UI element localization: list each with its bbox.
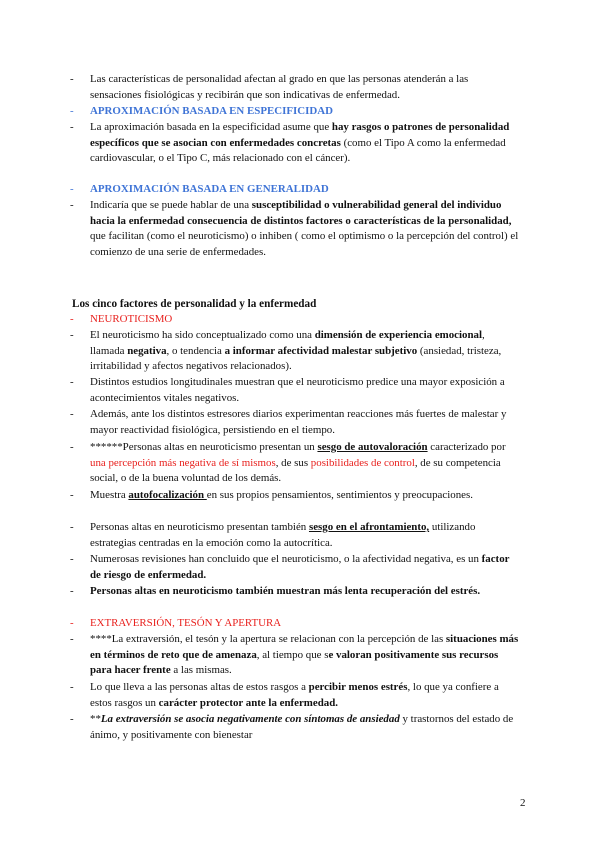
list-dash: -	[70, 441, 74, 453]
item-text-bold-underline: sesgo de autovaloración	[317, 441, 428, 453]
item-text-bold: situaciones más en términos de reto que de amenaza	[90, 633, 519, 661]
list-dash: -	[70, 183, 74, 195]
list-dash: -	[70, 199, 74, 211]
item-text: Personas altas en neuroticismo presentan también	[90, 521, 309, 533]
item-text: Las características de personalidad afectan al grado en que las personas atenderán a las sensaciones fisiológicas y recibirán que son indicativas de enfermedad.	[90, 73, 469, 101]
list-dash: -	[70, 489, 74, 501]
list-item	[70, 72, 520, 103]
item-text: , de sus	[275, 456, 311, 469]
item-text: (como el Tipo A como la enfermedad cardiovascular, o el Tipo C, más relacionado con el cáncer).	[90, 136, 506, 165]
item-text-bold: factor de riesgo de enfermedad.	[90, 553, 510, 581]
list-dash: -	[70, 73, 74, 85]
list-dash: -	[70, 329, 74, 341]
item-text: , de su competencia social, o de la buena voluntad de los demás.	[90, 456, 501, 485]
item-text-bold-italic: La extraversión se asocia negativamente con síntomas de ansiedad	[100, 713, 400, 725]
item-text-red: una percepción más negativa de sí mismos	[90, 456, 276, 469]
item-text: ****La extraversión, el tesón y la apertura se relacionan con la percepción de las	[90, 633, 446, 645]
item-text-bold: hay rasgos o patrones de personalidad específicos que se asocian con enfermedades concretas	[90, 121, 510, 149]
item-text: , lo que ya confiere a estos rasgos un	[90, 681, 499, 709]
list-item	[70, 584, 520, 600]
list-item	[70, 632, 520, 679]
item-text-bold: carácter protector ante la enfermedad.	[158, 696, 338, 709]
list-item	[70, 198, 520, 260]
heading-generality: APROXIMACIÓN BASADA EN GENERALIDAD	[90, 183, 329, 195]
item-text: Indicaría que se puede hablar de una	[90, 199, 252, 211]
item-text: , o tendencia	[166, 344, 225, 357]
list-item	[70, 104, 520, 120]
heading-neuroticism: NEUROTICISMO	[90, 313, 173, 325]
list-item	[70, 440, 520, 487]
item-text: que facilitan (como el neuroticismo) o inhiben ( como el optimismo o la percepción del control) el comienzo de una serie de enfermedades.	[90, 230, 519, 258]
list-dash: -	[70, 633, 74, 645]
list-item	[70, 488, 520, 504]
item-text-bold: e valoran positivamente sus recursos para hacer frente	[90, 648, 499, 677]
list-dash: -	[70, 681, 74, 693]
list-item	[70, 375, 520, 406]
item-text: (ansiedad, tristeza, irritabilidad y afectos negativos relacionados).	[90, 344, 502, 373]
list-dash: -	[70, 376, 74, 388]
item-text-bold: percibir menos estrés	[308, 681, 408, 693]
item-text: , llamada	[90, 329, 485, 357]
list-dash: -	[70, 617, 74, 629]
list-item	[70, 616, 520, 632]
item-text: La aproximación basada en la especificidad asume que	[90, 121, 332, 133]
item-text-bold: a informar afectividad malestar subjetivo	[224, 344, 418, 357]
list-dash: -	[70, 313, 74, 325]
item-text: Lo que lleva a las personas altas de estos rasgos a	[90, 681, 309, 693]
item-text: ******Personas altas en neuroticismo presentan un	[90, 441, 318, 453]
item-text: Además, ante los distintos estresores diarios experimentan reacciones más fuertes de malestar y mayor reactividad fisiológica, persistiendo en el tiempo.	[90, 408, 507, 436]
list-dash: -	[70, 521, 74, 533]
heading-extraversion: EXTRAVERSIÓN, TESÓN Y APERTURA	[90, 617, 282, 629]
list-dash: -	[70, 553, 74, 565]
item-text: , al tiempo que s	[256, 648, 329, 661]
item-text: El neuroticismo ha sido conceptualizado como una	[90, 329, 315, 341]
item-text-bold: dimensión de experiencia emocional	[314, 329, 482, 341]
item-text-bold: susceptibilidad o vulnerabilidad general del individuo hacia la enfermedad consecuencia de distintos factores o características de la personalidad,	[90, 199, 512, 227]
item-text: Numerosas revisiones han concluido que el neuroticismo, o la afectividad negativa, es un	[90, 553, 482, 565]
item-text: caracterizado por	[427, 441, 506, 453]
item-text-bold-underline: sesgo en el afrontamiento,	[308, 521, 430, 533]
list-item	[70, 680, 520, 711]
list-item	[70, 120, 520, 167]
list-item	[70, 182, 520, 198]
list-item	[70, 328, 520, 375]
list-item	[70, 312, 520, 328]
item-text: **	[90, 713, 101, 725]
list-item	[70, 520, 520, 551]
page-number: 2	[520, 797, 526, 809]
item-text: utilizando estrategias centradas en la emoción como la autocrítica.	[90, 521, 476, 549]
item-text: a las mismas.	[170, 664, 232, 677]
item-text: Muestra	[90, 489, 129, 501]
list-dash: -	[70, 408, 74, 420]
list-item	[70, 407, 520, 438]
section-title: Los cinco factores de personalidad y la enfermedad	[72, 298, 317, 310]
item-text: en sus propios pensamientos, sentimientos y preocupaciones.	[206, 489, 473, 501]
list-dash: -	[70, 121, 74, 133]
list-dash: -	[70, 585, 74, 597]
heading-specificity: APROXIMACIÓN BASADA EN ESPECIFICIDAD	[90, 105, 333, 117]
item-text: y trastornos del estado de ánimo, y positivamente con bienestar	[90, 713, 514, 741]
list-item	[70, 552, 520, 583]
item-text-bold-underline: autofocalización	[128, 489, 207, 501]
item-text-red: posibilidades de control	[310, 456, 415, 469]
item-text: Distintos estudios longitudinales muestran que el neuroticismo predice una mayor exposición a acontecimientos vitales negativos.	[90, 376, 505, 404]
item-text-bold: Personas altas en neuroticismo también muestran más lenta recuperación del estrés.	[90, 585, 481, 597]
list-dash: -	[70, 105, 74, 117]
list-dash: -	[70, 713, 74, 725]
item-text-bold: negativa	[127, 344, 167, 357]
list-item	[70, 712, 520, 743]
